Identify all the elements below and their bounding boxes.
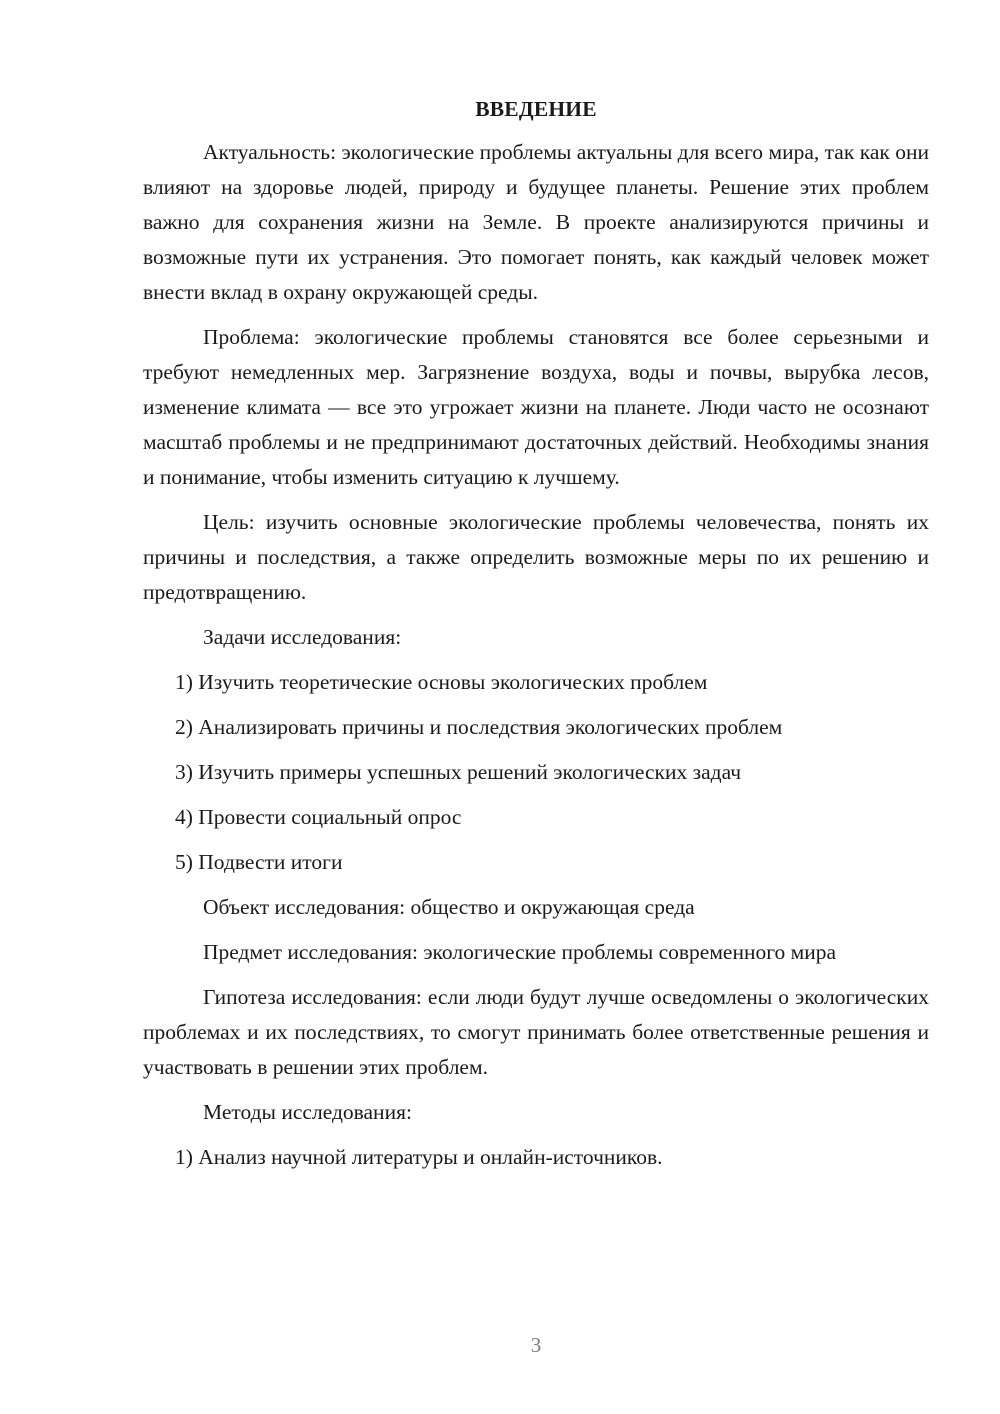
task-item: 1) Изучить теоретические основы экологических проблем xyxy=(175,670,708,694)
object-paragraph: Объект исследования: общество и окружающая среда xyxy=(203,895,695,919)
tasks-heading: Задачи исследования: xyxy=(203,625,402,649)
task-item: 3) Изучить примеры успешных решений экологических задач xyxy=(175,760,742,784)
document-page xyxy=(143,92,929,1185)
task-item: 4) Провести социальный опрос xyxy=(175,805,462,829)
method-item: 1) Анализ научной литературы и онлайн-источников. xyxy=(175,1145,663,1169)
problem-paragraph: Проблема: экологические проблемы становятся все более серьезными и требуют немедленных мер. Загрязнение воздуха, воды и почвы, вырубка лесов, изменение климата — все это угрожает жизни на планете. Люди часто не осознают масштаб проблемы и не предпринимают достаточных действий. Необходимы знания и понимание, чтобы изменить ситуацию к лучшему. xyxy=(143,325,929,489)
goal-paragraph: Цель: изучить основные экологические проблемы человечества, понять их причины и последствия, а также определить возможные меры по их решению и предотвращению. xyxy=(143,510,929,604)
section-title: ВВЕДЕНИЕ xyxy=(475,97,597,121)
task-item: 5) Подвести итоги xyxy=(175,850,343,874)
hypothesis-paragraph: Гипотеза исследования: если люди будут лучше осведомлены о экологических проблемах и их последствиях, то смогут принимать более ответственные решения и участвовать в решении этих проблем. xyxy=(143,985,929,1079)
methods-heading: Методы исследования: xyxy=(203,1100,412,1124)
relevance-paragraph: Актуальность: экологические проблемы актуальны для всего мира, так как они влияют на здоровье людей, природу и будущее планеты. Решение этих проблем важно для сохранения жизни на Земле. В проекте анализируются причины и возможные пути их устранения. Это помогает понять, как каждый человек может внести вклад в охрану окружающей среды. xyxy=(143,140,929,304)
page-number: 3 xyxy=(530,1333,542,1357)
subject-paragraph: Предмет исследования: экологические проблемы современного мира xyxy=(203,940,837,964)
task-item: 2) Анализировать причины и последствия экологических проблем xyxy=(175,715,783,739)
